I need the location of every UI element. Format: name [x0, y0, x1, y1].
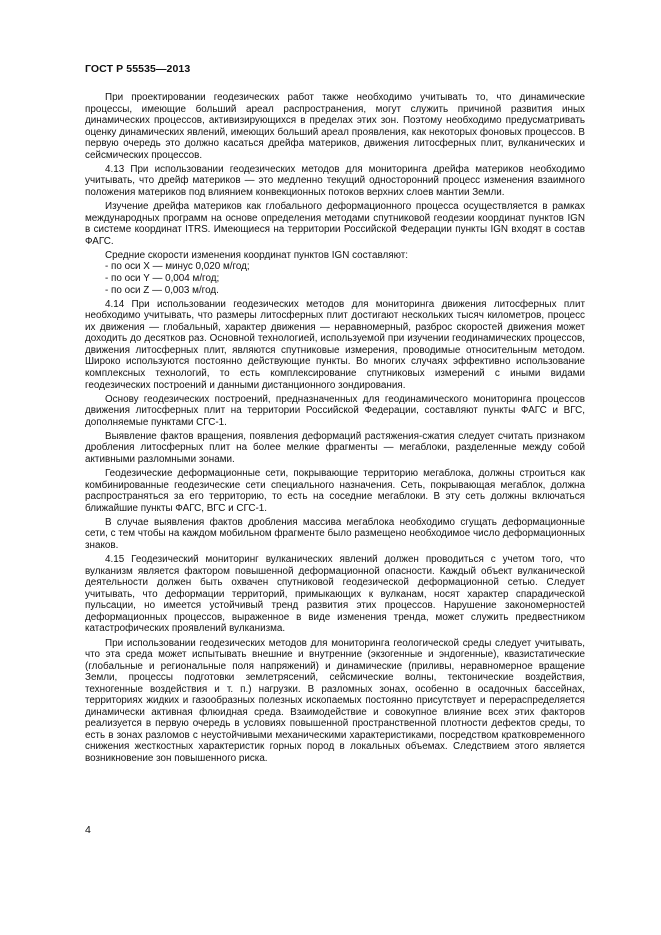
paragraph: Средние скорости изменения координат пунктов IGN составляют:: [105, 249, 409, 261]
paragraph: 4.15 Геодезический мониторинг вулканических явлений должен проводиться с учетом того, что вулканизм является фактором повышенной деформационной опасности. Каждый объект вулканической деятельности должен быть охвачен спутниковой геодезической деформационной сетью. Следует учитывать, что деформации территорий, примыкающих к вулканам, носят характер спарадической пульсации, но имеется устойчивый тренд развития этих процессов. Нарушение закономерностей деформационных процессов, выраженное в виде изменения тренда, может служить предвестником катастрофических проявлений вулканизма.: [85, 554, 585, 635]
list-item: - по оси Z — 0,003 м/год.: [105, 284, 219, 296]
list-item: - по оси X — минус 0,020 м/год;: [105, 261, 250, 273]
paragraph: В случае выявления фактов дробления массива мегаблока необходимо сгущать деформационные сети, с тем чтобы на каждом мобильном фрагменте было размещено необходимое число деформационных знаков.: [85, 516, 585, 551]
paragraph: Выявление фактов вращения, появления деформаций растяжения-сжатия следует считать признаком дробления литосферных плит на более мелкие фрагменты — мегаблоки, разделенные между собой активными разломными зонами.: [85, 430, 585, 465]
list-item: - по оси Y — 0,004 м/год;: [105, 272, 220, 284]
paragraph: 4.13 При использовании геодезических методов для мониторинга дрейфа материков необходимо учитывать, что дрейф материков — это медленно текущий односторонний процесс изменения взаимного положения материков под влиянием конвекционных потоков верхних слоев мантии Земли.: [85, 163, 585, 198]
paragraph: Основу геодезических построений, предназначенных для геодинамического мониторинга процессов движения литосферных плит на территории Российской Федерации, составляют пункты ФАГС и ВГС, дополняемые пунктами СГС-1.: [85, 393, 585, 428]
document-body: [85, 92, 585, 767]
paragraph: Изучение дрейфа материков как глобального деформационного процесса осуществляется в рамках международных программ на основе определения методами спутниковой геодезии координат пунктов IGN в системе координат ITRS. Имеющиеся на территории Российской Федерации пункты IGN входят в состав ФАГС.: [85, 201, 585, 247]
page-number: 4: [85, 824, 91, 836]
document-header: ГОСТ Р 55535—2013: [85, 63, 191, 75]
paragraph: Геодезические деформационные сети, покрывающие территорию мегаблока, должны строиться как комбинированные геодезические сети специального назначения. Сеть, покрывающая мегаблок, должна распространяться за его территорию, то есть на соседние мегаблоки. В эту сеть должны включаться ближайшие пункты ФАГС, ВГС и СГС-1.: [85, 468, 585, 514]
paragraph: 4.14 При использовании геодезических методов для мониторинга движения литосферных плит необходимо учитывать, что размеры литосферных плит достигают нескольких тысяч километров, процесс их движения — глобальный, характер движения — неравномерный, разброс скоростей движения может доходить до десятков раз. Основной технологией, используемой при изучении геодинамических процессов, движения литосферных плит, являются спутниковые измерения, проводимые относительным методом. Широко используются постоянно действующие пункты. Во многих случаях эффективно использование комплексных технологий, то есть комплексирование спутниковых измерений с иными видами геодезических построений и данными дистанционного зондирования.: [85, 298, 585, 391]
paragraph: При использовании геодезических методов для мониторинга геологической среды следует учитывать, что эта среда может испытывать внешние и внутренние (экзогенные и эндогенные), квазистатические (глобальные и региональные поля напряжений) и динамические (приливы, неравномерное вращение Земли, процессы подготовки землетрясений, сейсмические волны, тектонические воздействия, техногенные воздействия и т. п.) нагрузки. В разломных зонах, особенно в осадочных бассейнах, территориях жидких и газообразных полезных ископаемых постоянно присутствует и перераспределяется динамически активная флюидная среда. Взаимодействие и совокупное влияние всех этих факторов реализуется в первую очередь в условиях повышенной пространственной плотности дефектов среды, то есть в зонах разломов с неустойчивыми механическими характеристиками, посредством кратковременного снижения жесткостных характеристик горных пород в локальных объемах. Следствием этого является возникновение зон повышенного риска.: [85, 637, 585, 765]
paragraph: При проектировании геодезических работ также необходимо учитывать то, что динамические процессы, имеющие больший ареал распространения, могут служить причиной развития иных динамических процессов, активизирующихся в пределах этих зон. Поэтому необходимо предусматривать оценку динамических явлений, имеющих больший ареал проявления, как некоторых фоновых процессов. В первую очередь это должно касаться дрейфа материков, движения литосферных плит, вулканических и сейсмических процессов.: [85, 92, 585, 161]
